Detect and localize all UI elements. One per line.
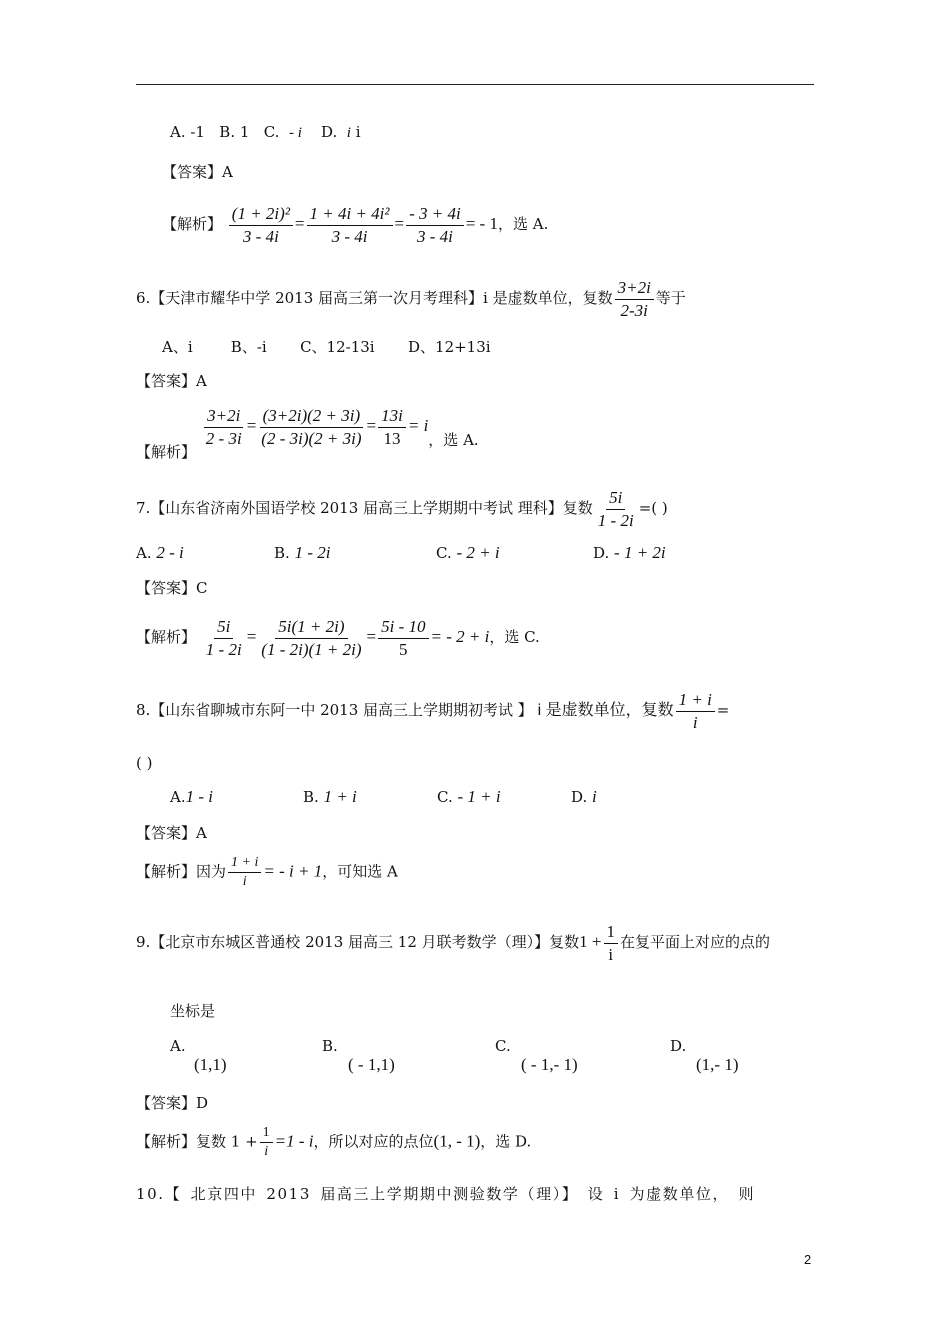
q6-fraction: $\frac{3+2i}{2-3i}$	[615, 278, 654, 320]
q9-fraction: $\frac{1}{i}$	[604, 922, 619, 964]
q10-stem: 10.【 北京四中 2013 届高三上学期期中测验数学（理）】 设 i 为虚数单位， 则	[136, 1185, 756, 1203]
q9-analysis: 【解析】复数 1 + $\frac{1}{i}$ =1 - i，所以对应的点位(1, - 1)，选 D.	[136, 1125, 532, 1160]
q6-analysis: 【解析】 $\frac{3+2i}{2 - 3i}$ = $\frac{(3+2i)(2 + 3i)}{(2 - 3i)(2 + 3i)}$ = $\frac{13i}{13}$ = i，选 A.	[136, 406, 479, 462]
q7-fraction: $\frac{5i}{1 - 2i}$	[597, 488, 634, 530]
q7-option-d: D. - 1 + 2i	[593, 543, 666, 562]
q8-option-b: B. 1 + i	[303, 787, 357, 806]
q5-options: A. -1 B. 1 C. - i D. i i	[170, 123, 361, 141]
q8-stem: 8.【山东省聊城市东阿一中 2013 届高三上学期期初考试 】 i 是虚数单位，复数 $\frac{1 + i}{i}$ =	[136, 690, 730, 732]
q9-option-d: D. (1,- 1)	[670, 1037, 739, 1074]
header-rule	[136, 84, 814, 85]
q9-option-b: B. ( - 1,1)	[322, 1037, 395, 1074]
q7-option-a: A. 2 - i	[136, 543, 184, 562]
q6-stem: 6.【天津市耀华中学 2013 届高三第一次月考理科】i 是虚数单位，复数 $\frac{3+2i}{2-3i}$ 等于	[136, 278, 686, 320]
q8-answer: 【答案】A	[136, 824, 207, 842]
q7-option-c: C. - 2 + i	[436, 543, 500, 562]
q5-analysis: 【解析】 $\frac{\text{(1 + 2i)²}}{3 - 4i}$ = $\frac{\text{1 + 4i + 4i²}}{3 - 4i}$ = $\frac{- 3 + 4i}{3 - 4i}$ = - 1，选 A.	[162, 204, 549, 246]
q8-fraction: $\frac{1 + i}{i}$	[676, 690, 715, 732]
q8-option-a: A.1 - i	[170, 787, 213, 806]
q9-stem: 9.【北京市东城区普通校 2013 届高三 12 月联考数学（理）】复数1 + $\frac{1}{i}$ 在复平面上对应的点的	[136, 922, 771, 964]
q8-paren: ( )	[136, 754, 153, 772]
q5-answer: 【答案】A	[162, 163, 233, 181]
q8-option-d: D. i	[571, 787, 597, 806]
q9-answer: 【答案】D	[136, 1094, 209, 1112]
q6-options: A、i B、-i C、12-13i D、12+13i	[162, 338, 491, 356]
q7-stem: 7.【山东省济南外国语学校 2013 届高三上学期期中考试 理科】复数 $\frac{5i}{1 - 2i}$ =( )	[136, 488, 668, 530]
q7-option-b: B. 1 - 2i	[274, 543, 331, 562]
page-number: 2	[804, 1252, 812, 1267]
q9-stem-line2: 坐标是	[170, 1002, 216, 1020]
q9-option-c: C. ( - 1,- 1)	[495, 1037, 578, 1074]
q6-answer: 【答案】A	[136, 372, 207, 390]
q7-answer: 【答案】C	[136, 579, 208, 597]
q8-analysis: 【解析】因为 $\frac{1 + i}{i}$ = - i + 1，可知选 A	[136, 855, 398, 890]
q9-option-a: A. (1,1)	[170, 1037, 227, 1074]
q8-option-c: C. - 1 + i	[437, 787, 501, 806]
q7-analysis: 【解析】 $\frac{5i}{1 - 2i}$ = $\frac{5i(1 + 2i)}{(1 - 2i)(1 + 2i)}$ = $\frac{5i - 10}{5}$ = - 2 + i，选 C.	[136, 617, 540, 659]
